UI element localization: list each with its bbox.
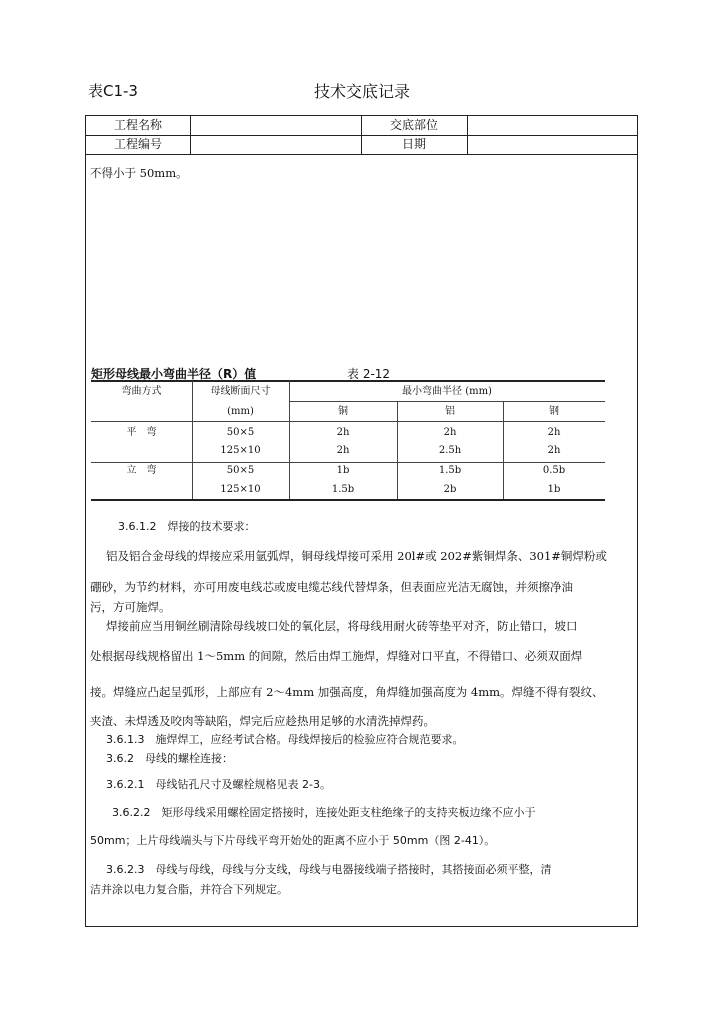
cell-size: 50×5 [226,465,255,476]
project-name-label: 工程名称 [113,118,162,132]
form-number: 表C1-3 [88,82,138,100]
cell-bend: 立 弯 [126,465,157,476]
handover-part-field[interactable] [467,116,637,135]
cell-size: 125×10 [220,484,261,495]
table-caption: 矩形母线最小弯曲半径（R）值 [91,367,257,381]
project-name-field[interactable] [190,116,361,135]
paragraph-line: 污，方可施焊。 [90,600,171,614]
col-header-aluminum: 铝 [445,406,455,417]
paragraph-line: 3.6.2.1 母线钻孔尺寸及螺栓规格见表 2-3。 [106,778,331,791]
paragraph-line: 焊接前应当用铜丝刷清除母线坡口处的氧化层，将母线用耐火砖等垫平对齐，防止错口，坡口 [106,619,578,633]
col-header-size-unit: (mm) [227,406,254,417]
paragraph-line: 3.6.2.2 矩形母线采用螺栓固定搭接时，连接处距支柱绝缘子的支持夹板边缘不应小于 [112,806,536,819]
table-bottom-rule [91,499,605,501]
col-header-size: 母线断面尺寸 [210,386,271,397]
paragraph-line: 夹渣、未焊透及咬肉等缺陷，焊完后应趁热用足够的水清洗掉焊药。 [90,714,435,728]
paragraph-line: 硼砂，为节约材料，亦可用废电线芯或废电缆芯线代替焊条，但表面应光洁无腐蚀，并须擦净油 [90,580,573,594]
project-no-field[interactable] [190,135,361,154]
table-subheader-rule [289,401,605,402]
table-top-rule [91,380,605,382]
cell-copper: 2h [336,445,350,456]
header-divider [467,116,468,154]
section-heading: 3.6.1.2 焊接的技术要求： [118,520,256,533]
cell-aluminum: 1.5b [438,465,462,476]
cell-steel: 0.5b [542,465,566,476]
cell-aluminum: 2h [443,427,457,438]
paragraph-line: 处根据母线规格留出 1～5mm 的间隙，然后由焊工施焊，焊缝对口平直，不得错口、必须双面焊 [90,649,583,663]
handover-part-label: 交底部位 [389,118,438,132]
table-group-rule [91,462,605,463]
paragraph-line: 铝及铝合金母线的焊接应采用氩弧焊，铜母线焊接可采用 20l#或 202#紫铜焊条、301#铜焊粉或 [106,549,607,563]
cell-aluminum: 2b [443,484,457,495]
date-field[interactable] [467,135,637,154]
table-col-divider [192,381,193,499]
header-divider [361,116,362,154]
cell-steel: 2h [547,427,561,438]
cell-steel: 1b [547,484,561,495]
cell-size: 125×10 [220,445,261,456]
paragraph-line: 50mm；上片母线端头与下片母线平弯开始处的距离不应小于 50mm（图 2-41）。 [90,834,496,847]
cell-bend: 平 弯 [126,427,157,438]
table-header-rule [91,421,605,422]
col-header-steel: 钢 [549,406,559,417]
cell-copper: 2h [336,427,350,438]
project-no-label: 工程编号 [113,137,162,151]
section-heading: 3.6.2 母线的螺栓连接： [106,752,233,765]
paragraph-line: 接。焊缝应凸起呈弧形，上部应有 2～4mm 加强高度，角焊缝加强高度为 4mm。焊缝不得有裂纹、 [90,685,604,699]
paragraph-line: 3.6.1.3 施焊焊工，应经考试合格。母线焊接后的检验应符合规范要求。 [106,733,464,746]
paragraph-line: 洁并涂以电力复合脂，并符合下列规定。 [90,883,288,896]
cell-aluminum: 2.5h [438,445,462,456]
date-label: 日期 [401,137,426,151]
col-header-copper: 铜 [338,406,348,417]
table-col-divider [289,381,290,499]
paragraph-line: 3.6.2.3 母线与母线，母线与分支线，母线与电器接线端子搭接时，其搭接面必须平整，清 [106,863,552,876]
col-header-bend: 弯曲方式 [121,386,162,397]
form-title: 技术交底记录 [313,82,410,101]
cell-copper: 1.5b [331,484,355,495]
header-divider [190,116,191,154]
cell-copper: 1b [336,465,350,476]
cell-steel: 2h [547,445,561,456]
cell-size: 50×5 [226,427,255,438]
table-number: 表 2-12 [347,367,391,381]
col-header-min-radius: 最小弯曲半径 (mm) [402,386,492,397]
top-text: 不得小于 50mm。 [90,166,188,180]
